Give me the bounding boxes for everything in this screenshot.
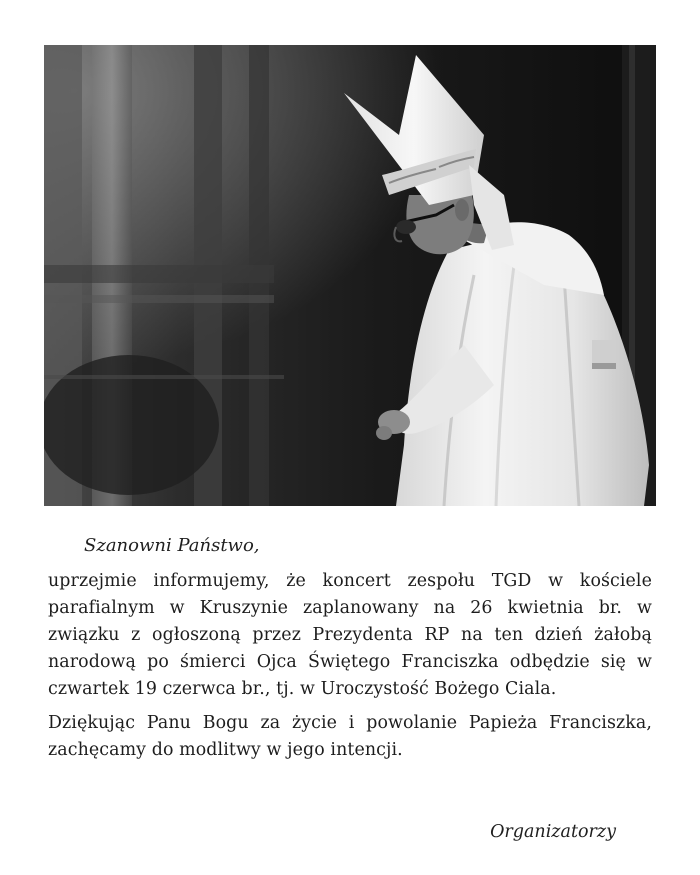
- letter-paragraph-1: uprzejmie informujemy, że koncert zespołu TGD w kościele parafialnym w Kruszynie zaplanowany na 26 kwietnia br. w związku z ogłoszoną przez Prezydenta RP na ten dzień żałobą narodową po śmierci Ojca Świętego Franciszka odbędzie się w czwartek 19 czerwca br., tj. w Uroczystość Bożego Ciala.: [48, 571, 652, 699]
- pope-photo-illustration: [44, 45, 656, 506]
- pope-photo: [44, 45, 656, 506]
- letter-body: [48, 568, 652, 764]
- letter-paragraph-2: Dziękując Panu Bogu za życie i powolanie Papieża Franciszka, zachęcamy do modlitwy w jego intencji.: [48, 713, 652, 760]
- letter-greeting: Szanowni Państwo,: [84, 535, 260, 556]
- letter-signature: Organizatorzy: [490, 822, 616, 842]
